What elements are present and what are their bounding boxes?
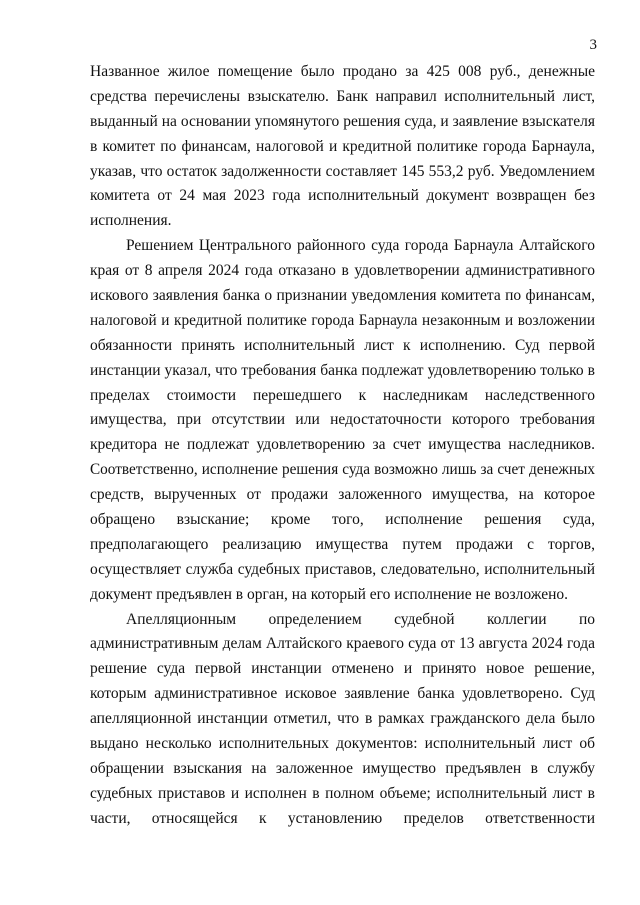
text-line: налоговой и кредитной политике города Барнаула незаконным и возложении <box>90 311 595 329</box>
text-line: Решением Центрального районного суда города Барнаула Алтайского <box>126 237 595 255</box>
text-line: решение суда первой инстанции отменено и принято новое решение, <box>90 660 595 678</box>
text-line: имущества, при отсутствии или недостаточности которого требования <box>90 411 595 429</box>
text-line: исполнения. <box>90 212 172 230</box>
text-line: средства перечислены взыскателю. Банк направил исполнительный лист, <box>90 87 595 105</box>
text-line: кредитора не подлежат удовлетворению за счет имущества наследников. <box>90 436 595 454</box>
text-line: части, относящейся к установлению пределов ответственности <box>90 809 595 827</box>
text-line: выдано несколько исполнительных документов: исполнительный лист об <box>90 735 595 753</box>
text-line: Апелляционным определением судебной коллегии по <box>126 610 595 628</box>
text-line: средств, вырученных от продажи заложенного имущества, на которое <box>90 486 595 504</box>
document-body <box>90 60 595 832</box>
text-line: обращении взыскания на заложенное имущество предъявлен в службу <box>90 759 595 777</box>
text-line: Соответственно, исполнение решения суда возможно лишь за счет денежных <box>90 461 595 479</box>
text-line: предполагающего реализацию имущества путем продажи с торгов, <box>90 535 595 553</box>
text-line: административным делам Алтайского краевого суда от 13 августа 2024 года <box>90 635 595 653</box>
paragraph-1 <box>90 60 595 234</box>
text-line: указав, что остаток задолженности составляет 145 553,2 руб. Уведомлением <box>90 162 595 180</box>
text-line: которым административное исковое заявление банка удовлетворено. Суд <box>90 685 595 703</box>
paragraph-2 <box>90 234 595 607</box>
text-line: пределах стоимости перешедшего к наследникам наследственного <box>90 386 595 404</box>
text-line: документ предъявлен в орган, на который его исполнение не возложено. <box>90 585 569 603</box>
text-line: обязанности принять исполнительный лист к исполнению. Суд первой <box>90 336 595 354</box>
text-line: осуществляет служба судебных приставов, следовательно, исполнительный <box>90 560 595 578</box>
text-line: апелляционной инстанции отметил, что в рамках гражданского дела было <box>90 710 595 728</box>
page-number: 3 <box>589 37 597 53</box>
text-line: инстанции указал, что требования банка подлежат удовлетворению только в <box>90 361 595 379</box>
text-line: искового заявления банка о признании уведомления комитета по финансам, <box>90 287 595 305</box>
text-line: края от 8 апреля 2024 года отказано в удовлетворении административного <box>90 262 595 280</box>
text-line: комитета от 24 мая 2023 года исполнительный документ возвращен без <box>90 187 595 205</box>
text-line: Названное жилое помещение было продано за 425 008 руб., денежные <box>90 63 595 80</box>
text-line: выданный на основании упомянутого решения суда, и заявление взыскателя <box>90 112 595 130</box>
paragraph-3 <box>90 608 595 832</box>
text-line: в комитет по финансам, налоговой и кредитной политике города Барнаула, <box>90 137 595 155</box>
text-line: обращено взыскание; кроме того, исполнение решения суда, <box>90 511 595 529</box>
text-line: судебных приставов и исполнен в полном объеме; исполнительный лист в <box>90 784 595 802</box>
